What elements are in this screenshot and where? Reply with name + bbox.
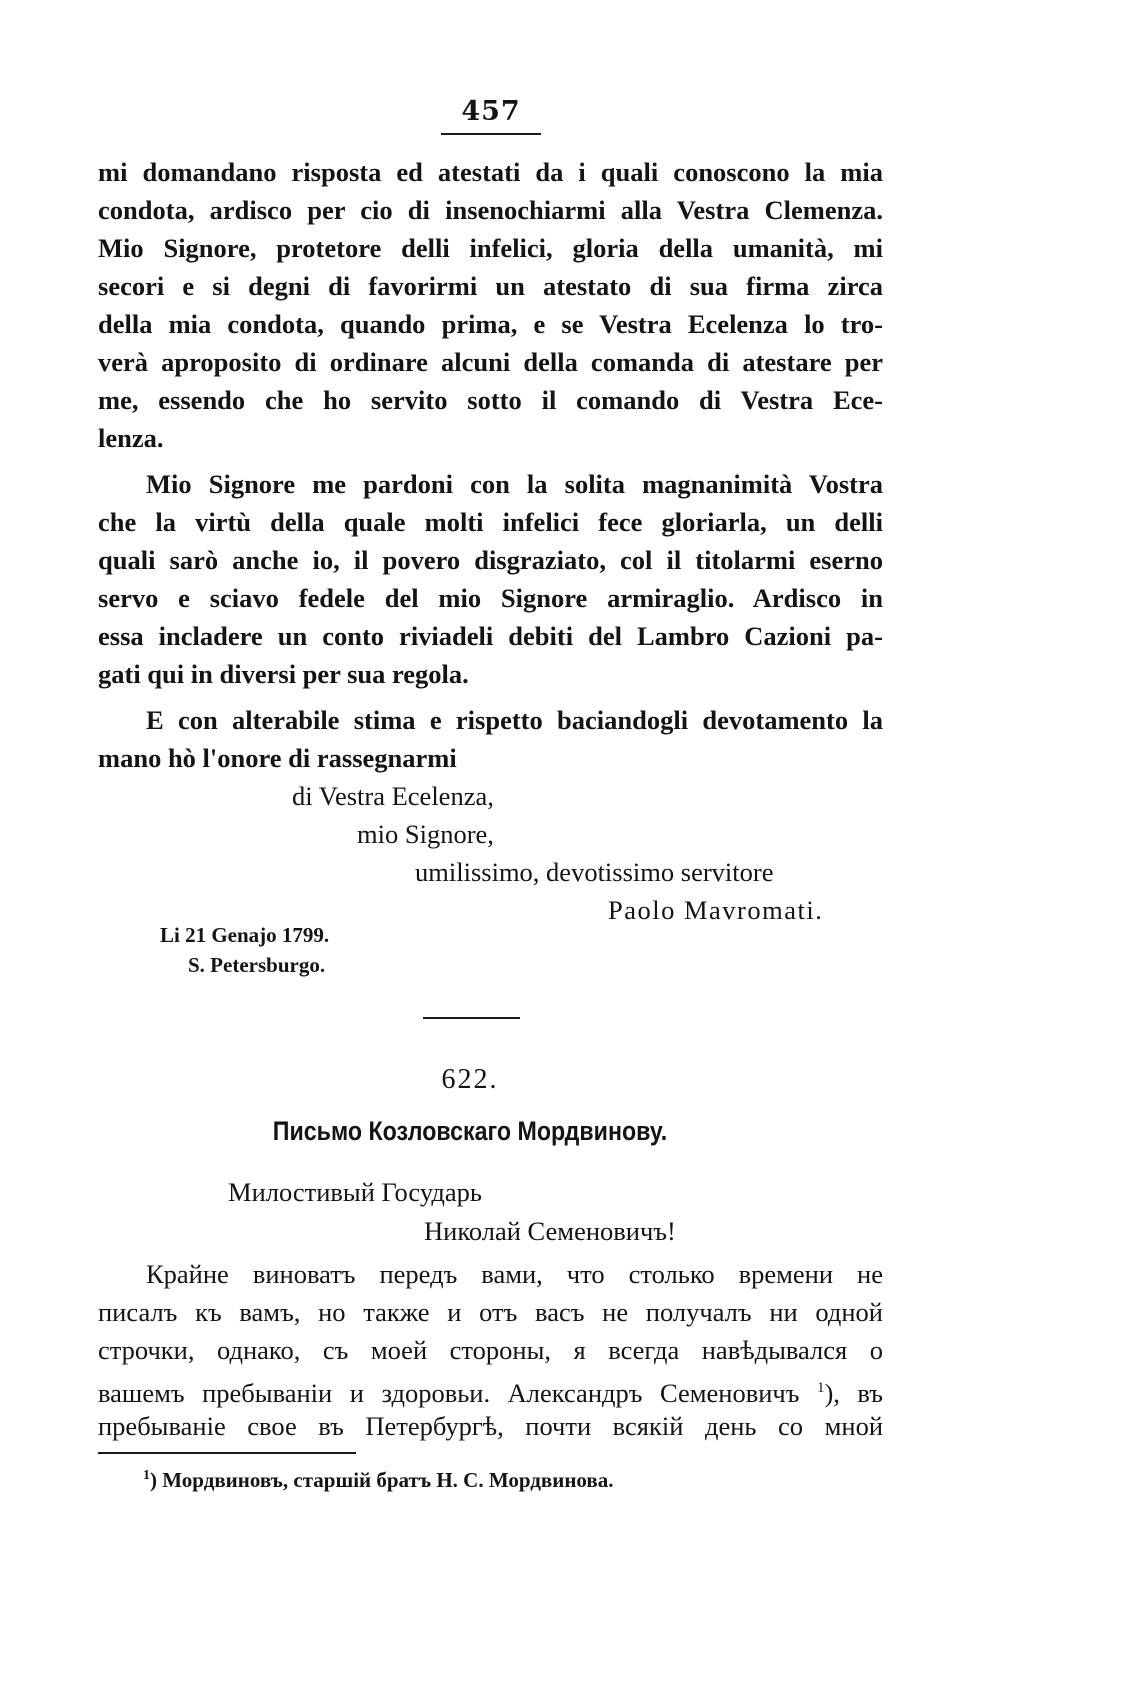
text-line: Крайне виноватъ передъ вами, что столько времени не	[146, 1259, 883, 1289]
footnote-reference: 1	[816, 1380, 825, 1396]
footnote	[143, 1468, 614, 1493]
salutation-line: Милостивый Государь	[228, 1177, 483, 1207]
text-line: della mia condota, quando prima, e se Vestra Ecelenza lo tro-	[98, 309, 883, 339]
text-line: пребыванiе свое въ Петербургѣ, почти всякiй день со мной	[98, 1411, 883, 1441]
text-segment: ), въ	[824, 1377, 883, 1408]
footnote-mark: 1	[143, 1468, 150, 1483]
text-line: Mio Signore me pardoni con la solita magnanimità Vostra	[146, 469, 883, 499]
salutation-line: Николай Семеновичъ!	[424, 1216, 676, 1246]
document-number: 622.	[441, 1064, 499, 1095]
text-line: Mio Signore, protetore delli infelici, gloria della umanità, mi	[98, 233, 883, 263]
text-line: essa incladere un conto riviadeli debiti del Lambro Cazioni pa-	[98, 621, 883, 651]
text-line: condota, ardisco per cio di insenochiarmi alla Vestra Clemenza.	[98, 195, 883, 225]
letter-place: S. Petersburgo.	[188, 953, 326, 977]
text-line: gati qui in diversi per sua regola.	[98, 659, 469, 689]
closing-line: di Vestra Ecelenza,	[292, 781, 494, 811]
document-title: Письмо Козловскаго Мордвинову.	[272, 1116, 668, 1146]
closing-line: umilissimo, devotissimo servitore	[415, 857, 774, 887]
text-line: che la virtù della quale molti infelici fece gloriarla, un delli	[98, 507, 883, 537]
text-line: строчки, однако, съ моей стороны, я всегда навѣдывался о	[98, 1335, 883, 1365]
text-line: verà aproposito di ordinare alcuni della comanda di atestare per	[98, 347, 883, 377]
section-divider	[423, 1017, 520, 1019]
signature: Paolo Mavromati.	[608, 895, 824, 925]
text-line: secori e si degni di favorirmi un atestato di sua firma zirca	[98, 271, 883, 301]
text-line: lenza.	[98, 423, 164, 453]
text-line: mano hò l'onore di rassegnarmi	[98, 743, 457, 773]
text-line: mi domandano risposta ed atestati da i quali conoscono la mia	[98, 157, 883, 187]
text-line: E con alterabile stima e rispetto baciandogli devotamento la	[146, 705, 883, 735]
page-number-rule	[441, 133, 541, 135]
text-line: servo e sciavo fedele del mio Signore armiraglio. Ardisco in	[98, 583, 883, 613]
text-line	[98, 1370, 883, 1411]
page-number: 457	[461, 96, 521, 127]
text-line: quali sarò anche io, il povero disgraziato, col il titolarmi eserno	[98, 545, 883, 575]
text-segment: вашемъ пребыванiи и здоровьи. Александръ Семеновичъ	[98, 1377, 817, 1408]
text-line: me, essendo che ho servito sotto il comando di Vestra Ece-	[98, 385, 883, 415]
letter-date: Li 21 Genajo 1799.	[160, 923, 330, 947]
footnote-text: ) Мордвиновъ, старшiй братъ Н. С. Мордвинова.	[150, 1468, 614, 1492]
closing-line: mio Signore,	[357, 819, 494, 849]
footnote-rule	[98, 1452, 356, 1454]
text-line: писалъ къ вамъ, но также и отъ васъ не получалъ ни одной	[98, 1297, 883, 1327]
